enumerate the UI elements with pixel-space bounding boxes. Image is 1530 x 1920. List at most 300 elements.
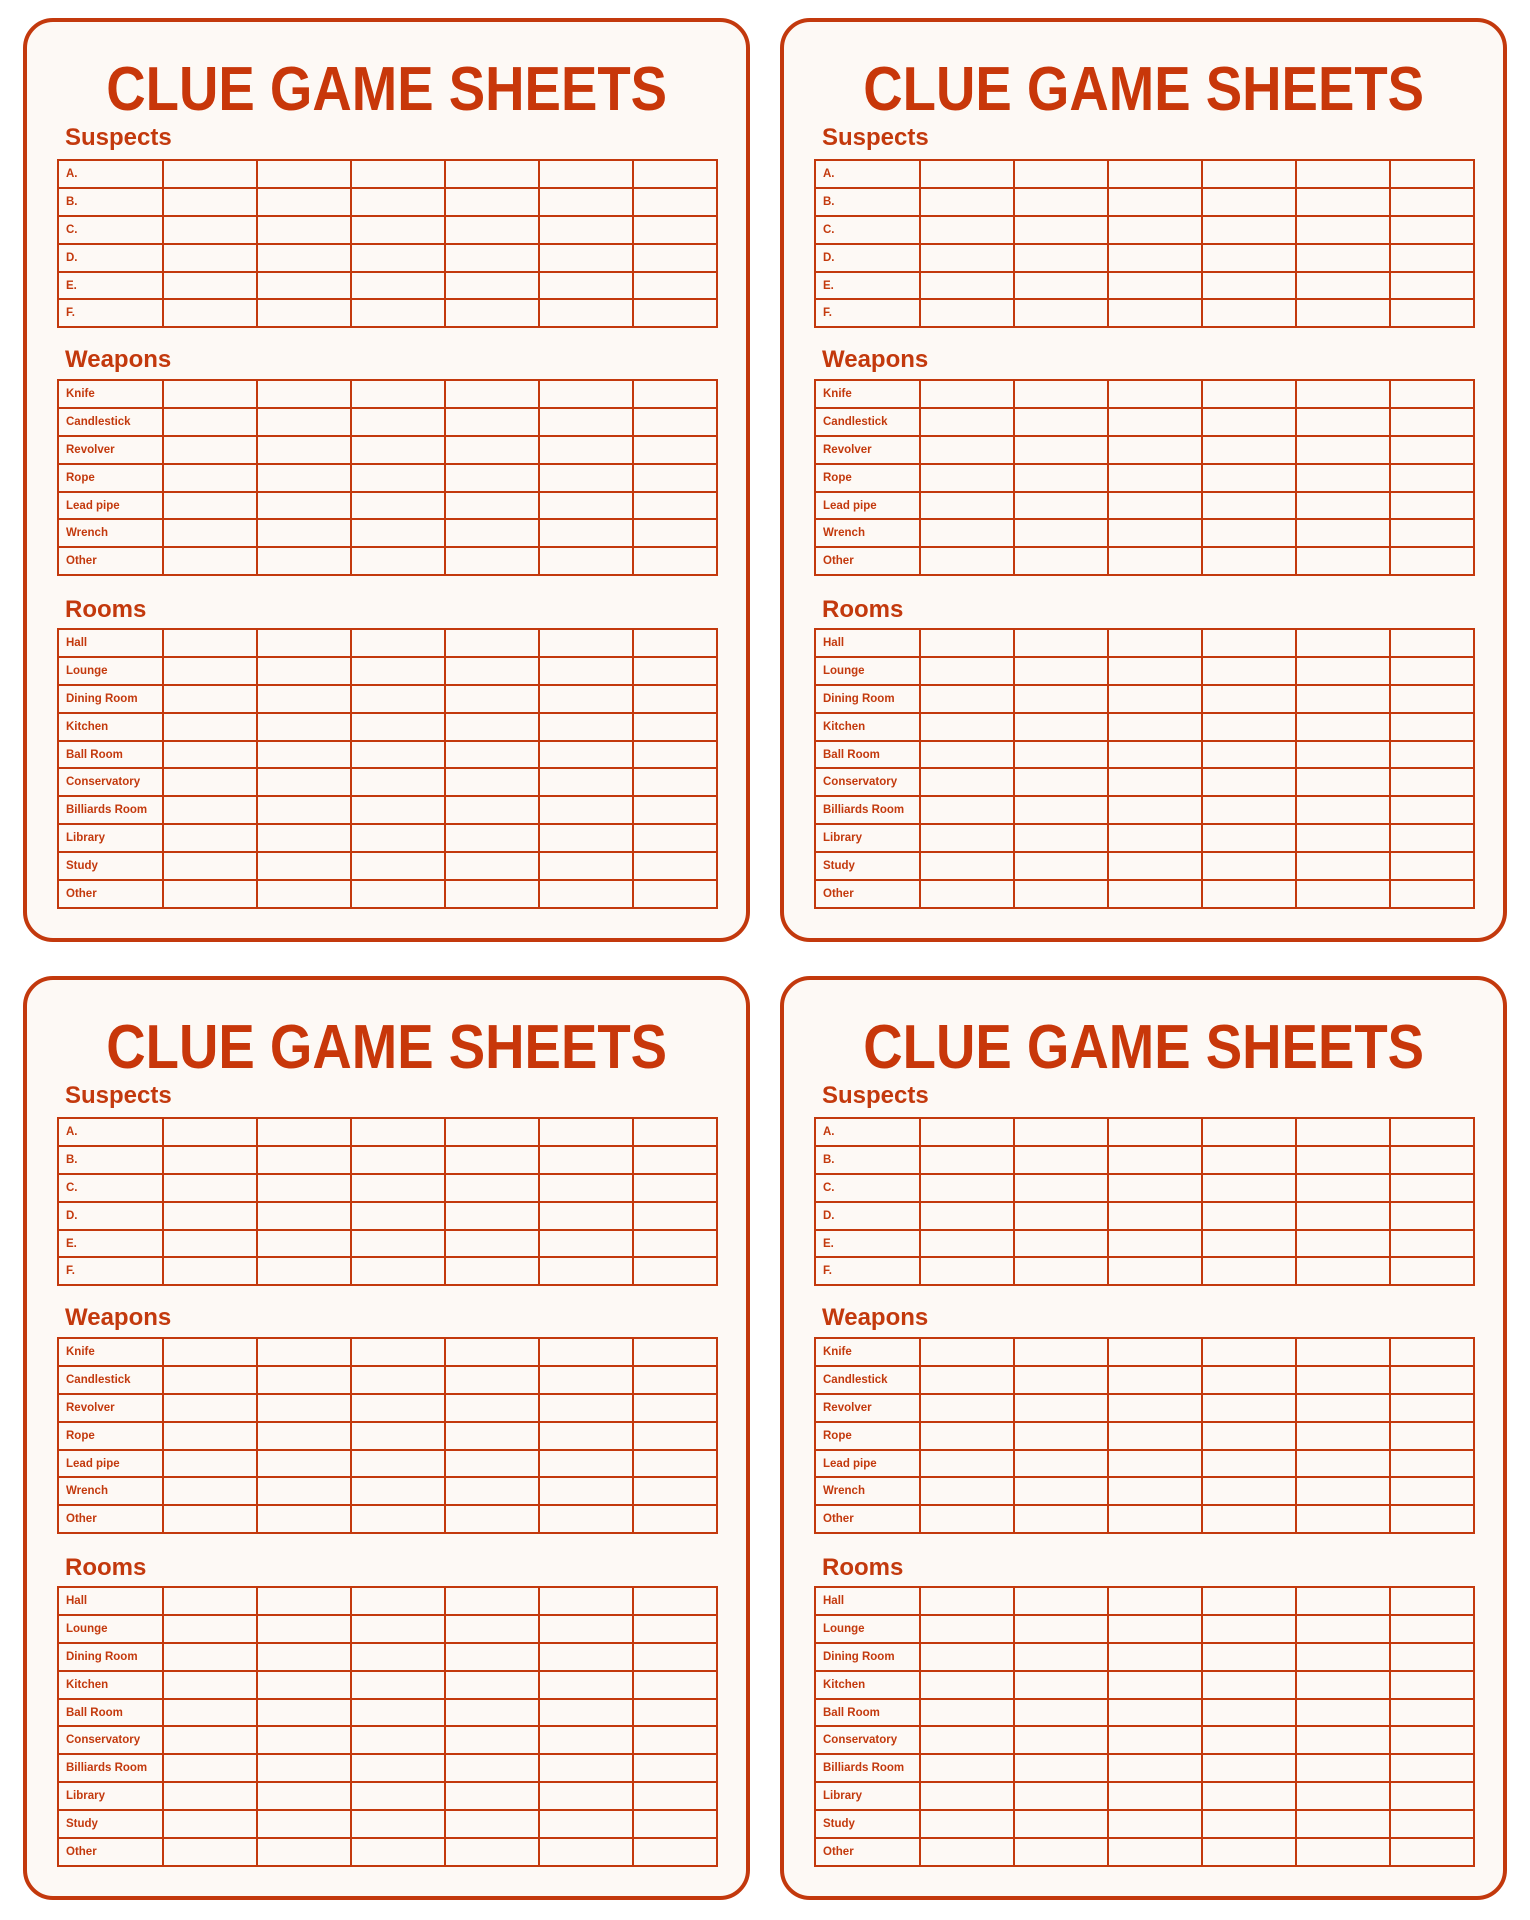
mark-cell[interactable] [445,1394,539,1422]
mark-cell[interactable] [1390,160,1474,188]
mark-cell[interactable] [1014,1230,1108,1258]
mark-cell[interactable] [445,380,539,408]
mark-cell[interactable] [1014,272,1108,300]
mark-cell[interactable] [1296,244,1390,272]
mark-cell[interactable] [1014,1699,1108,1727]
mark-cell[interactable] [1390,216,1474,244]
mark-cell[interactable] [633,1338,717,1366]
mark-cell[interactable] [1202,685,1296,713]
mark-cell[interactable] [633,1838,717,1866]
mark-cell[interactable] [351,436,445,464]
mark-cell[interactable] [257,1643,351,1671]
mark-cell[interactable] [163,547,257,575]
mark-cell[interactable] [633,629,717,657]
mark-cell[interactable] [163,741,257,769]
mark-cell[interactable] [1108,852,1202,880]
mark-cell[interactable] [539,1505,633,1533]
mark-cell[interactable] [1108,464,1202,492]
mark-cell[interactable] [633,880,717,908]
mark-cell[interactable] [1296,216,1390,244]
mark-cell[interactable] [920,380,1014,408]
mark-cell[interactable] [633,741,717,769]
mark-cell[interactable] [539,852,633,880]
mark-cell[interactable] [539,380,633,408]
mark-cell[interactable] [539,1643,633,1671]
mark-cell[interactable] [920,1810,1014,1838]
mark-cell[interactable] [1296,1118,1390,1146]
mark-cell[interactable] [1390,492,1474,520]
mark-cell[interactable] [351,824,445,852]
mark-cell[interactable] [539,657,633,685]
mark-cell[interactable] [633,1726,717,1754]
mark-cell[interactable] [1108,1643,1202,1671]
mark-cell[interactable] [257,1782,351,1810]
mark-cell[interactable] [539,713,633,741]
mark-cell[interactable] [351,1146,445,1174]
mark-cell[interactable] [163,216,257,244]
mark-cell[interactable] [1296,272,1390,300]
mark-cell[interactable] [1014,1782,1108,1810]
mark-cell[interactable] [163,1477,257,1505]
mark-cell[interactable] [1202,492,1296,520]
mark-cell[interactable] [1108,629,1202,657]
mark-cell[interactable] [257,1699,351,1727]
mark-cell[interactable] [1202,547,1296,575]
mark-cell[interactable] [1390,1366,1474,1394]
mark-cell[interactable] [633,1174,717,1202]
mark-cell[interactable] [1108,768,1202,796]
mark-cell[interactable] [351,796,445,824]
mark-cell[interactable] [1390,408,1474,436]
mark-cell[interactable] [257,1146,351,1174]
mark-cell[interactable] [539,741,633,769]
mark-cell[interactable] [445,272,539,300]
mark-cell[interactable] [1390,519,1474,547]
mark-cell[interactable] [633,1257,717,1285]
mark-cell[interactable] [1202,519,1296,547]
mark-cell[interactable] [163,244,257,272]
mark-cell[interactable] [445,1726,539,1754]
mark-cell[interactable] [1202,1202,1296,1230]
mark-cell[interactable] [351,547,445,575]
mark-cell[interactable] [539,464,633,492]
mark-cell[interactable] [1014,657,1108,685]
mark-cell[interactable] [257,1338,351,1366]
mark-cell[interactable] [1014,464,1108,492]
mark-cell[interactable] [539,1587,633,1615]
mark-cell[interactable] [920,1699,1014,1727]
mark-cell[interactable] [633,685,717,713]
mark-cell[interactable] [1296,1726,1390,1754]
mark-cell[interactable] [163,1838,257,1866]
mark-cell[interactable] [539,796,633,824]
mark-cell[interactable] [1202,768,1296,796]
mark-cell[interactable] [351,464,445,492]
mark-cell[interactable] [633,408,717,436]
mark-cell[interactable] [257,1671,351,1699]
mark-cell[interactable] [920,408,1014,436]
mark-cell[interactable] [445,1810,539,1838]
mark-cell[interactable] [539,1257,633,1285]
mark-cell[interactable] [1202,1174,1296,1202]
mark-cell[interactable] [1014,380,1108,408]
mark-cell[interactable] [920,685,1014,713]
mark-cell[interactable] [257,1394,351,1422]
mark-cell[interactable] [1014,519,1108,547]
mark-cell[interactable] [257,1587,351,1615]
mark-cell[interactable] [920,519,1014,547]
mark-cell[interactable] [1108,1810,1202,1838]
mark-cell[interactable] [351,1174,445,1202]
mark-cell[interactable] [1296,741,1390,769]
mark-cell[interactable] [633,492,717,520]
mark-cell[interactable] [539,824,633,852]
mark-cell[interactable] [1296,1450,1390,1478]
mark-cell[interactable] [633,1146,717,1174]
mark-cell[interactable] [1390,1146,1474,1174]
mark-cell[interactable] [1014,1505,1108,1533]
mark-cell[interactable] [1108,1699,1202,1727]
mark-cell[interactable] [1202,160,1296,188]
mark-cell[interactable] [1202,1230,1296,1258]
mark-cell[interactable] [445,685,539,713]
mark-cell[interactable] [920,1671,1014,1699]
mark-cell[interactable] [445,492,539,520]
mark-cell[interactable] [633,160,717,188]
mark-cell[interactable] [920,1505,1014,1533]
mark-cell[interactable] [1390,272,1474,300]
mark-cell[interactable] [445,1257,539,1285]
mark-cell[interactable] [920,796,1014,824]
mark-cell[interactable] [539,1450,633,1478]
mark-cell[interactable] [163,1699,257,1727]
mark-cell[interactable] [1296,657,1390,685]
mark-cell[interactable] [351,852,445,880]
mark-cell[interactable] [351,1118,445,1146]
mark-cell[interactable] [1108,1671,1202,1699]
mark-cell[interactable] [445,1782,539,1810]
mark-cell[interactable] [1202,1643,1296,1671]
mark-cell[interactable] [539,768,633,796]
mark-cell[interactable] [633,380,717,408]
mark-cell[interactable] [257,880,351,908]
mark-cell[interactable] [633,519,717,547]
mark-cell[interactable] [1202,1671,1296,1699]
mark-cell[interactable] [920,1450,1014,1478]
mark-cell[interactable] [539,1202,633,1230]
mark-cell[interactable] [1390,547,1474,575]
mark-cell[interactable] [1390,824,1474,852]
mark-cell[interactable] [1014,1118,1108,1146]
mark-cell[interactable] [1108,1505,1202,1533]
mark-cell[interactable] [1390,1257,1474,1285]
mark-cell[interactable] [1202,299,1296,327]
mark-cell[interactable] [539,1615,633,1643]
mark-cell[interactable] [445,1643,539,1671]
mark-cell[interactable] [1108,1726,1202,1754]
mark-cell[interactable] [1296,380,1390,408]
mark-cell[interactable] [1296,1202,1390,1230]
mark-cell[interactable] [633,1810,717,1838]
mark-cell[interactable] [1108,408,1202,436]
mark-cell[interactable] [539,1394,633,1422]
mark-cell[interactable] [163,436,257,464]
mark-cell[interactable] [1014,492,1108,520]
mark-cell[interactable] [351,1422,445,1450]
mark-cell[interactable] [445,1118,539,1146]
mark-cell[interactable] [163,1257,257,1285]
mark-cell[interactable] [920,1366,1014,1394]
mark-cell[interactable] [633,1230,717,1258]
mark-cell[interactable] [1014,1587,1108,1615]
mark-cell[interactable] [351,1615,445,1643]
mark-cell[interactable] [920,1782,1014,1810]
mark-cell[interactable] [633,216,717,244]
mark-cell[interactable] [1296,713,1390,741]
mark-cell[interactable] [920,1754,1014,1782]
mark-cell[interactable] [1108,741,1202,769]
mark-cell[interactable] [1390,880,1474,908]
mark-cell[interactable] [163,1671,257,1699]
mark-cell[interactable] [351,1202,445,1230]
mark-cell[interactable] [1296,1338,1390,1366]
mark-cell[interactable] [920,824,1014,852]
mark-cell[interactable] [539,408,633,436]
mark-cell[interactable] [539,1838,633,1866]
mark-cell[interactable] [445,1422,539,1450]
mark-cell[interactable] [920,492,1014,520]
mark-cell[interactable] [1014,880,1108,908]
mark-cell[interactable] [1108,685,1202,713]
mark-cell[interactable] [445,1146,539,1174]
mark-cell[interactable] [1108,1838,1202,1866]
mark-cell[interactable] [1014,852,1108,880]
mark-cell[interactable] [633,1754,717,1782]
mark-cell[interactable] [1202,1477,1296,1505]
mark-cell[interactable] [1390,796,1474,824]
mark-cell[interactable] [633,768,717,796]
mark-cell[interactable] [1014,1671,1108,1699]
mark-cell[interactable] [1296,1366,1390,1394]
mark-cell[interactable] [1014,1643,1108,1671]
mark-cell[interactable] [351,1671,445,1699]
mark-cell[interactable] [351,1257,445,1285]
mark-cell[interactable] [1202,1754,1296,1782]
mark-cell[interactable] [1390,713,1474,741]
mark-cell[interactable] [920,1202,1014,1230]
mark-cell[interactable] [163,1338,257,1366]
mark-cell[interactable] [163,796,257,824]
mark-cell[interactable] [1390,1422,1474,1450]
mark-cell[interactable] [633,1615,717,1643]
mark-cell[interactable] [920,1118,1014,1146]
mark-cell[interactable] [920,1338,1014,1366]
mark-cell[interactable] [1390,657,1474,685]
mark-cell[interactable] [1390,1587,1474,1615]
mark-cell[interactable] [445,1671,539,1699]
mark-cell[interactable] [539,216,633,244]
mark-cell[interactable] [1014,629,1108,657]
mark-cell[interactable] [633,464,717,492]
mark-cell[interactable] [445,852,539,880]
mark-cell[interactable] [1108,1202,1202,1230]
mark-cell[interactable] [633,272,717,300]
mark-cell[interactable] [163,1422,257,1450]
mark-cell[interactable] [1390,1782,1474,1810]
mark-cell[interactable] [1296,492,1390,520]
mark-cell[interactable] [257,1422,351,1450]
mark-cell[interactable] [1202,657,1296,685]
mark-cell[interactable] [1108,299,1202,327]
mark-cell[interactable] [257,1118,351,1146]
mark-cell[interactable] [163,1726,257,1754]
mark-cell[interactable] [257,741,351,769]
mark-cell[interactable] [1202,464,1296,492]
mark-cell[interactable] [920,272,1014,300]
mark-cell[interactable] [1014,160,1108,188]
mark-cell[interactable] [1108,1394,1202,1422]
mark-cell[interactable] [539,547,633,575]
mark-cell[interactable] [257,1477,351,1505]
mark-cell[interactable] [445,216,539,244]
mark-cell[interactable] [920,216,1014,244]
mark-cell[interactable] [445,1477,539,1505]
mark-cell[interactable] [257,216,351,244]
mark-cell[interactable] [257,1257,351,1285]
mark-cell[interactable] [539,1174,633,1202]
mark-cell[interactable] [1202,1366,1296,1394]
mark-cell[interactable] [445,1450,539,1478]
mark-cell[interactable] [351,685,445,713]
mark-cell[interactable] [539,1754,633,1782]
mark-cell[interactable] [351,657,445,685]
mark-cell[interactable] [1014,299,1108,327]
mark-cell[interactable] [257,492,351,520]
mark-cell[interactable] [257,796,351,824]
mark-cell[interactable] [1202,1422,1296,1450]
mark-cell[interactable] [1014,1146,1108,1174]
mark-cell[interactable] [445,1587,539,1615]
mark-cell[interactable] [445,244,539,272]
mark-cell[interactable] [351,880,445,908]
mark-cell[interactable] [163,1587,257,1615]
mark-cell[interactable] [163,1782,257,1810]
mark-cell[interactable] [1014,244,1108,272]
mark-cell[interactable] [1014,1257,1108,1285]
mark-cell[interactable] [445,657,539,685]
mark-cell[interactable] [163,1146,257,1174]
mark-cell[interactable] [1108,1450,1202,1478]
mark-cell[interactable] [163,713,257,741]
mark-cell[interactable] [1202,1257,1296,1285]
mark-cell[interactable] [920,1394,1014,1422]
mark-cell[interactable] [445,299,539,327]
mark-cell[interactable] [633,188,717,216]
mark-cell[interactable] [1014,1810,1108,1838]
mark-cell[interactable] [633,1782,717,1810]
mark-cell[interactable] [257,713,351,741]
mark-cell[interactable] [1014,1422,1108,1450]
mark-cell[interactable] [920,1477,1014,1505]
mark-cell[interactable] [351,713,445,741]
mark-cell[interactable] [257,629,351,657]
mark-cell[interactable] [920,160,1014,188]
mark-cell[interactable] [445,1838,539,1866]
mark-cell[interactable] [351,1699,445,1727]
mark-cell[interactable] [445,464,539,492]
mark-cell[interactable] [1390,1754,1474,1782]
mark-cell[interactable] [633,796,717,824]
mark-cell[interactable] [920,1587,1014,1615]
mark-cell[interactable] [920,1726,1014,1754]
mark-cell[interactable] [1108,1118,1202,1146]
mark-cell[interactable] [1108,519,1202,547]
mark-cell[interactable] [351,272,445,300]
mark-cell[interactable] [1108,1782,1202,1810]
mark-cell[interactable] [1108,244,1202,272]
mark-cell[interactable] [539,519,633,547]
mark-cell[interactable] [1202,880,1296,908]
mark-cell[interactable] [539,1422,633,1450]
mark-cell[interactable] [1296,1782,1390,1810]
mark-cell[interactable] [1108,188,1202,216]
mark-cell[interactable] [351,1366,445,1394]
mark-cell[interactable] [445,1338,539,1366]
mark-cell[interactable] [351,1726,445,1754]
mark-cell[interactable] [257,1754,351,1782]
mark-cell[interactable] [163,880,257,908]
mark-cell[interactable] [539,272,633,300]
mark-cell[interactable] [1296,188,1390,216]
mark-cell[interactable] [1296,1257,1390,1285]
mark-cell[interactable] [351,188,445,216]
mark-cell[interactable] [1108,160,1202,188]
mark-cell[interactable] [1390,464,1474,492]
mark-cell[interactable] [351,1587,445,1615]
mark-cell[interactable] [445,519,539,547]
mark-cell[interactable] [1108,1615,1202,1643]
mark-cell[interactable] [920,464,1014,492]
mark-cell[interactable] [163,1230,257,1258]
mark-cell[interactable] [163,1394,257,1422]
mark-cell[interactable] [920,852,1014,880]
mark-cell[interactable] [1296,1643,1390,1671]
mark-cell[interactable] [539,1230,633,1258]
mark-cell[interactable] [920,244,1014,272]
mark-cell[interactable] [1202,1810,1296,1838]
mark-cell[interactable] [1202,824,1296,852]
mark-cell[interactable] [1296,1615,1390,1643]
mark-cell[interactable] [351,216,445,244]
mark-cell[interactable] [1014,1366,1108,1394]
mark-cell[interactable] [633,1118,717,1146]
mark-cell[interactable] [445,741,539,769]
mark-cell[interactable] [163,1505,257,1533]
mark-cell[interactable] [257,1230,351,1258]
mark-cell[interactable] [539,1810,633,1838]
mark-cell[interactable] [1108,436,1202,464]
mark-cell[interactable] [257,380,351,408]
mark-cell[interactable] [1108,1477,1202,1505]
mark-cell[interactable] [539,1118,633,1146]
mark-cell[interactable] [351,1394,445,1422]
mark-cell[interactable] [633,852,717,880]
mark-cell[interactable] [257,1202,351,1230]
mark-cell[interactable] [257,685,351,713]
mark-cell[interactable] [1390,299,1474,327]
mark-cell[interactable] [1390,1174,1474,1202]
mark-cell[interactable] [633,1587,717,1615]
